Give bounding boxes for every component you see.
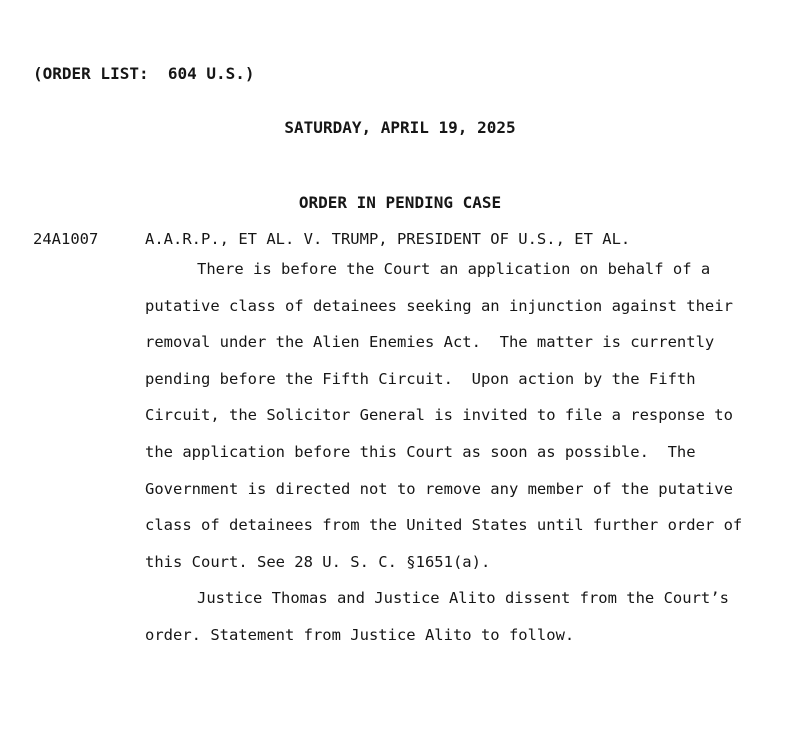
section-heading: ORDER IN PENDING CASE [298, 193, 502, 212]
body-line: Justice Thomas and Justice Alito dissent from the Court’s [197, 589, 729, 608]
body-line: class of detainees from the United States until further order of [145, 516, 743, 535]
body-line: Government is directed not to remove any member of the putative [145, 479, 733, 498]
body-line: Circuit, the Solicitor General is invited to file a response to [145, 406, 733, 425]
body-line: pending before the Fifth Circuit. Upon action by the Fifth [145, 369, 696, 388]
body-line: putative class of detainees seeking an injunction against their [145, 296, 733, 315]
order-list-header: (ORDER LIST: 604 U.S.) [33, 64, 255, 83]
body-line: this Court. See 28 U. S. C. §1651(a). [145, 552, 491, 571]
body-line: the application before this Court as soon as possible. The [145, 442, 696, 461]
order-date: SATURDAY, APRIL 19, 2025 [284, 118, 516, 137]
body-line: order. Statement from Justice Alito to follow. [145, 625, 575, 644]
case-caption: A.A.R.P., ET AL. V. TRUMP, PRESIDENT OF U.S., ET AL. [145, 230, 631, 248]
body-line: There is before the Court an application on behalf of a [197, 260, 711, 278]
body-line: removal under the Alien Enemies Act. The matter is currently [145, 333, 715, 352]
order-body [145, 251, 755, 654]
docket-number: 24A1007 [33, 230, 99, 248]
